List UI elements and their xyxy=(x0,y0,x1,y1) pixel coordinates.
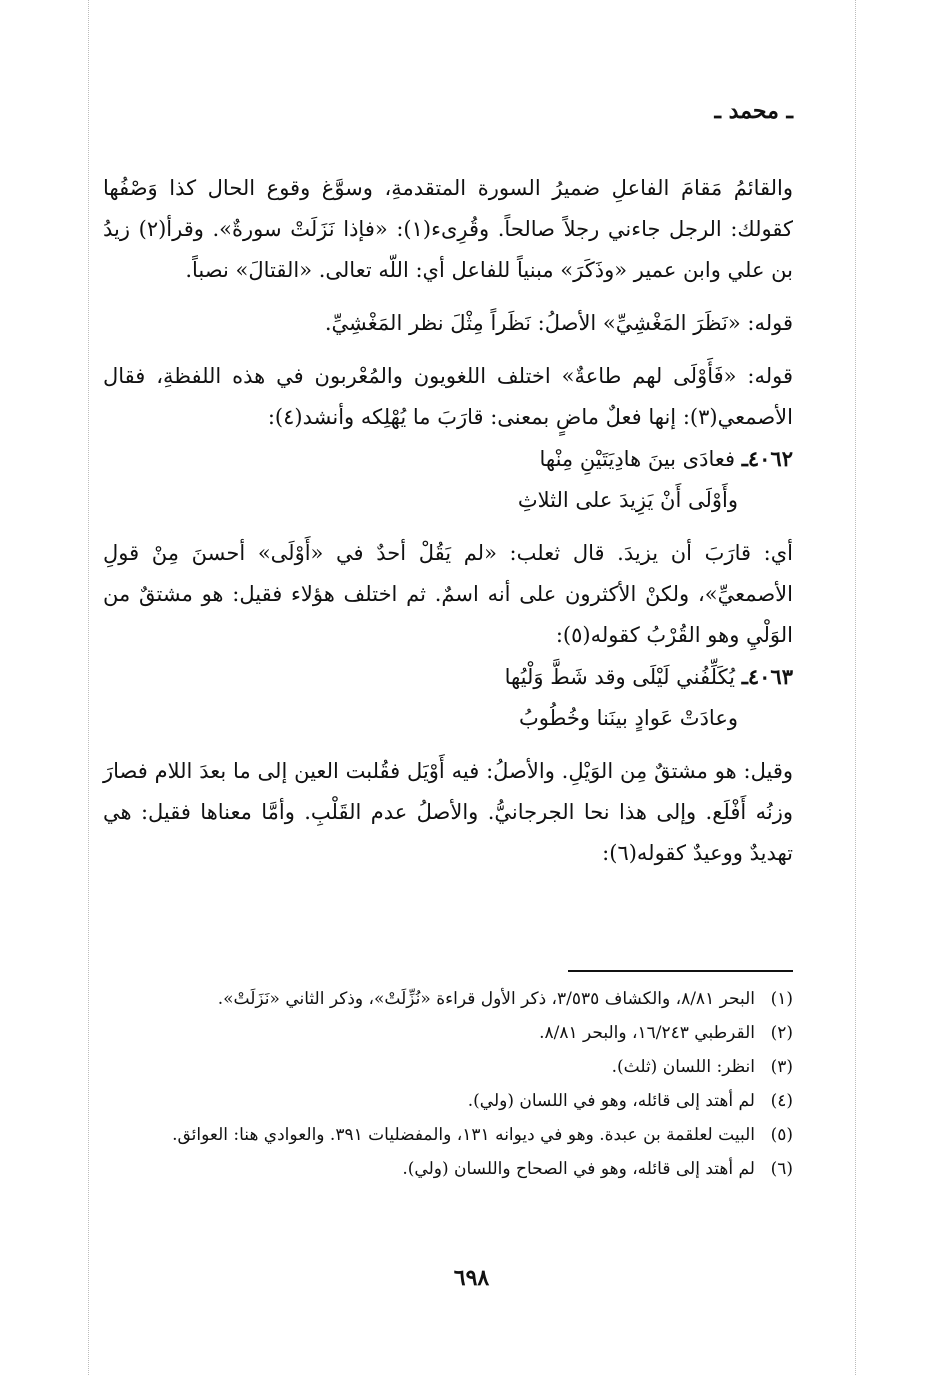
verse-hemistich-1: فعادَى بينَ هادِيَتَيْنِ مِنْها xyxy=(539,447,736,471)
main-text xyxy=(103,168,793,874)
footnote-2 xyxy=(103,1016,793,1050)
footnote-text: البحر ٨/٨١، والكشاف ٣/٥٣٥، ذكر الأول قراءة «نُزِّلَتْ»، وذكر الثاني «نَزَلَتْ». xyxy=(217,989,755,1009)
verse-4062 xyxy=(103,438,793,521)
footnote-text: القرطبي ١٦/٢٤٣، والبحر ٨/٨١. xyxy=(539,1023,755,1043)
running-header: ـ محمد ـ xyxy=(714,98,793,124)
footnote-number: (٣) xyxy=(770,1057,793,1077)
footnote-text: لم أهتد إلى قائله، وهو في اللسان (ولي). xyxy=(467,1091,755,1111)
verse-number: ٤٠٦٢ـ xyxy=(741,446,793,471)
verse-line-1 xyxy=(103,438,793,480)
footnote-number: (٢) xyxy=(770,1023,793,1043)
footnote-4 xyxy=(103,1084,793,1118)
footnote-number: (١) xyxy=(770,989,793,1009)
footnote-text: لم أهتد إلى قائله، وهو في الصحاح واللسان (ولي). xyxy=(402,1159,755,1179)
verse-hemistich-2: وعادَتْ عَوادٍ بينَنا وخُطُوبُ xyxy=(518,706,738,730)
footnote-3 xyxy=(103,1050,793,1084)
page-number: ٦٩٨ xyxy=(453,1265,490,1291)
footnote-separator xyxy=(568,970,793,972)
verse-hemistich-1: يُكَلِّفُني لَيْلَى وقد شَطَّ وَلْيُها xyxy=(504,665,736,689)
footnote-6 xyxy=(103,1152,793,1186)
footnotes xyxy=(103,982,793,1186)
verse-hemistich-2: وأَوْلَى أَنْ يَزِيدَ على الثلاثِ xyxy=(517,488,738,512)
footnote-text: البيت لعلقمة بن عبدة. وهو في ديوانه ١٣١، والمفضليات ٣٩١. والعوادي هنا: العوائق. xyxy=(172,1125,755,1145)
footnote-number: (٦) xyxy=(770,1159,793,1179)
footnote-5 xyxy=(103,1118,793,1152)
verse-line-1 xyxy=(103,656,793,698)
paragraph-3: قوله: «فَأَوْلَى لهم طاعةٌ» اختلف اللغويون والمُعْربون في هذه اللفظةِ، فقال الأصمعي(٣): إنها فعلٌ ماضٍ بمعنى: قارَبَ ما يُهْلِكه وأنشد(٤): xyxy=(103,364,793,429)
scan-edge-left xyxy=(88,0,89,1375)
footnote-number: (٥) xyxy=(770,1125,793,1145)
verse-4063 xyxy=(103,656,793,739)
footnote-1 xyxy=(103,982,793,1016)
paragraph-2: قوله: «نَظَرَ المَغْشِيِّ» الأصلُ: نَظَراً مِثْلَ نظر المَغْشِيِّ. xyxy=(324,311,793,335)
paragraph-1: والقائمُ مَقامَ الفاعلِ ضميرُ السورة المتقدمةِ، وسوَّغ وقوع الحال كذا وَصْفُها كقولك: الرجل جاءني رجلاً صالحاً. وقُرِىء(١): «فإذا نَزَلَتْ سورةٌ». وقرأ(٢) زيدُ بن علي وابن عمير «وذَكَرَ» مبنياً للفاعل أي: اللّه تعالى. «القتالَ» نصباً. xyxy=(103,176,793,282)
paragraph-4: أي: قارَبَ أن يزيدَ. قال ثعلب: «لم يَقُلْ أحدٌ في «أَوْلَى» أحسنَ مِنْ قولِ الأصمعيِّ»، ولكنْ الأكثرون على أنه اسمٌ. ثم اختلف هؤلاء فقيل: هو مشتقٌ من الوَلْيِ وهو القُرْبُ كقوله(٥): xyxy=(103,541,793,647)
paragraph-5: وقيل: هو مشتقٌ مِن الوَيْلِ. والأصلُ: فيه أَوْيَل فقُلبت العين إلى ما بعدَ اللام فصارَ وزنُه أَفْلَع. وإلى هذا نحا الجرجانيُّ. والأصلُ عدم القَلْبِ. وأمَّا معناها فقيل: هي تهديدٌ ووعيدٌ كقوله(٦): xyxy=(103,759,793,865)
verse-number: ٤٠٦٣ـ xyxy=(741,664,793,689)
footnote-number: (٤) xyxy=(770,1091,793,1111)
footnote-text: انظر: اللسان (ثلث). xyxy=(611,1057,755,1077)
scan-edge-right xyxy=(855,0,856,1375)
